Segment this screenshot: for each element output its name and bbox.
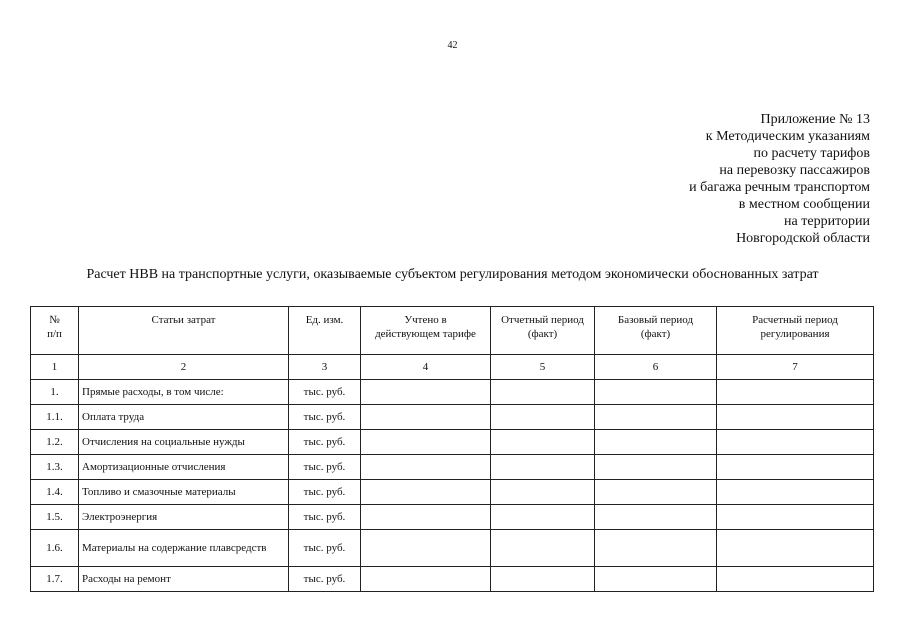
column-number-row (31, 355, 874, 380)
header-cell: Ед. изм. (289, 307, 361, 355)
row-number: 1.5. (31, 505, 79, 530)
column-number: 1 (31, 355, 79, 380)
document-title: Расчет НВВ на транспортные услуги, оказываемые субъектом регулирования методом экономически обоснованных затрат (86, 267, 819, 282)
value-cell (361, 480, 491, 505)
value-cell (595, 505, 717, 530)
row-number: 1.3. (31, 455, 79, 480)
row-number: 1.2. (31, 430, 79, 455)
cost-item-name: Прямые расходы, в том числе: (79, 380, 289, 405)
value-cell (595, 430, 717, 455)
page-number: 42 (447, 40, 458, 51)
column-number: 2 (79, 355, 289, 380)
column-number: 3 (289, 355, 361, 380)
column-number: 5 (491, 355, 595, 380)
cost-item-name: Материалы на содержание плавсредств (79, 530, 289, 567)
cost-item-name: Оплата труда (79, 405, 289, 430)
unit-cell: тыс. руб. (289, 405, 361, 430)
value-cell (361, 567, 491, 592)
table-row (31, 530, 874, 567)
table-header-row (31, 307, 874, 355)
value-cell (491, 380, 595, 405)
header-cell: Базовый период (факт) (595, 307, 717, 355)
value-cell (595, 455, 717, 480)
row-number: 1.6. (31, 530, 79, 567)
value-cell (595, 480, 717, 505)
row-number: 1. (31, 380, 79, 405)
row-number: 1.4. (31, 480, 79, 505)
value-cell (717, 380, 874, 405)
value-cell (595, 380, 717, 405)
unit-cell: тыс. руб. (289, 455, 361, 480)
column-number: 4 (361, 355, 491, 380)
table-row (31, 455, 874, 480)
appendix-line: к Методическим указаниям (705, 129, 870, 144)
cost-item-name: Электроэнергия (79, 505, 289, 530)
table-row (31, 567, 874, 592)
table-row (31, 430, 874, 455)
value-cell (361, 530, 491, 567)
appendix-line: на территории (784, 214, 870, 229)
value-cell (361, 505, 491, 530)
cost-table (30, 306, 874, 592)
value-cell (361, 405, 491, 430)
value-cell (717, 567, 874, 592)
column-number: 6 (595, 355, 717, 380)
value-cell (361, 455, 491, 480)
value-cell (717, 405, 874, 430)
value-cell (491, 455, 595, 480)
header-cell: Статьи затрат (79, 307, 289, 355)
appendix-line: по расчету тарифов (753, 146, 870, 161)
value-cell (595, 405, 717, 430)
cost-item-name: Топливо и смазочные материалы (79, 480, 289, 505)
appendix-reference (689, 111, 870, 247)
value-cell (491, 567, 595, 592)
table-row (31, 480, 874, 505)
header-cell: Учтено в действующем тарифе (361, 307, 491, 355)
table-row (31, 405, 874, 430)
appendix-line: Новгородской области (736, 231, 870, 246)
table-row (31, 505, 874, 530)
value-cell (717, 430, 874, 455)
header-cell: Отчетный период (факт) (491, 307, 595, 355)
value-cell (361, 430, 491, 455)
value-cell (361, 380, 491, 405)
value-cell (491, 430, 595, 455)
cost-item-name: Расходы на ремонт (79, 567, 289, 592)
value-cell (491, 530, 595, 567)
value-cell (595, 530, 717, 567)
row-number: 1.7. (31, 567, 79, 592)
value-cell (717, 480, 874, 505)
unit-cell: тыс. руб. (289, 530, 361, 567)
cost-item-name: Амортизационные отчисления (79, 455, 289, 480)
header-cell: Расчетный период регулирования (717, 307, 874, 355)
value-cell (491, 505, 595, 530)
column-number: 7 (717, 355, 874, 380)
unit-cell: тыс. руб. (289, 567, 361, 592)
unit-cell: тыс. руб. (289, 380, 361, 405)
unit-cell: тыс. руб. (289, 480, 361, 505)
unit-cell: тыс. руб. (289, 505, 361, 530)
unit-cell: тыс. руб. (289, 430, 361, 455)
header-cell: № п/п (31, 307, 79, 355)
appendix-line: на перевозку пассажиров (719, 163, 870, 178)
value-cell (717, 530, 874, 567)
appendix-line: в местном сообщении (738, 197, 870, 212)
row-number: 1.1. (31, 405, 79, 430)
value-cell (491, 405, 595, 430)
cost-item-name: Отчисления на социальные нужды (79, 430, 289, 455)
table-row (31, 380, 874, 405)
value-cell (717, 455, 874, 480)
appendix-line: и багажа речным транспортом (689, 180, 870, 195)
value-cell (595, 567, 717, 592)
value-cell (717, 505, 874, 530)
value-cell (491, 480, 595, 505)
appendix-line: Приложение № 13 (760, 112, 870, 127)
